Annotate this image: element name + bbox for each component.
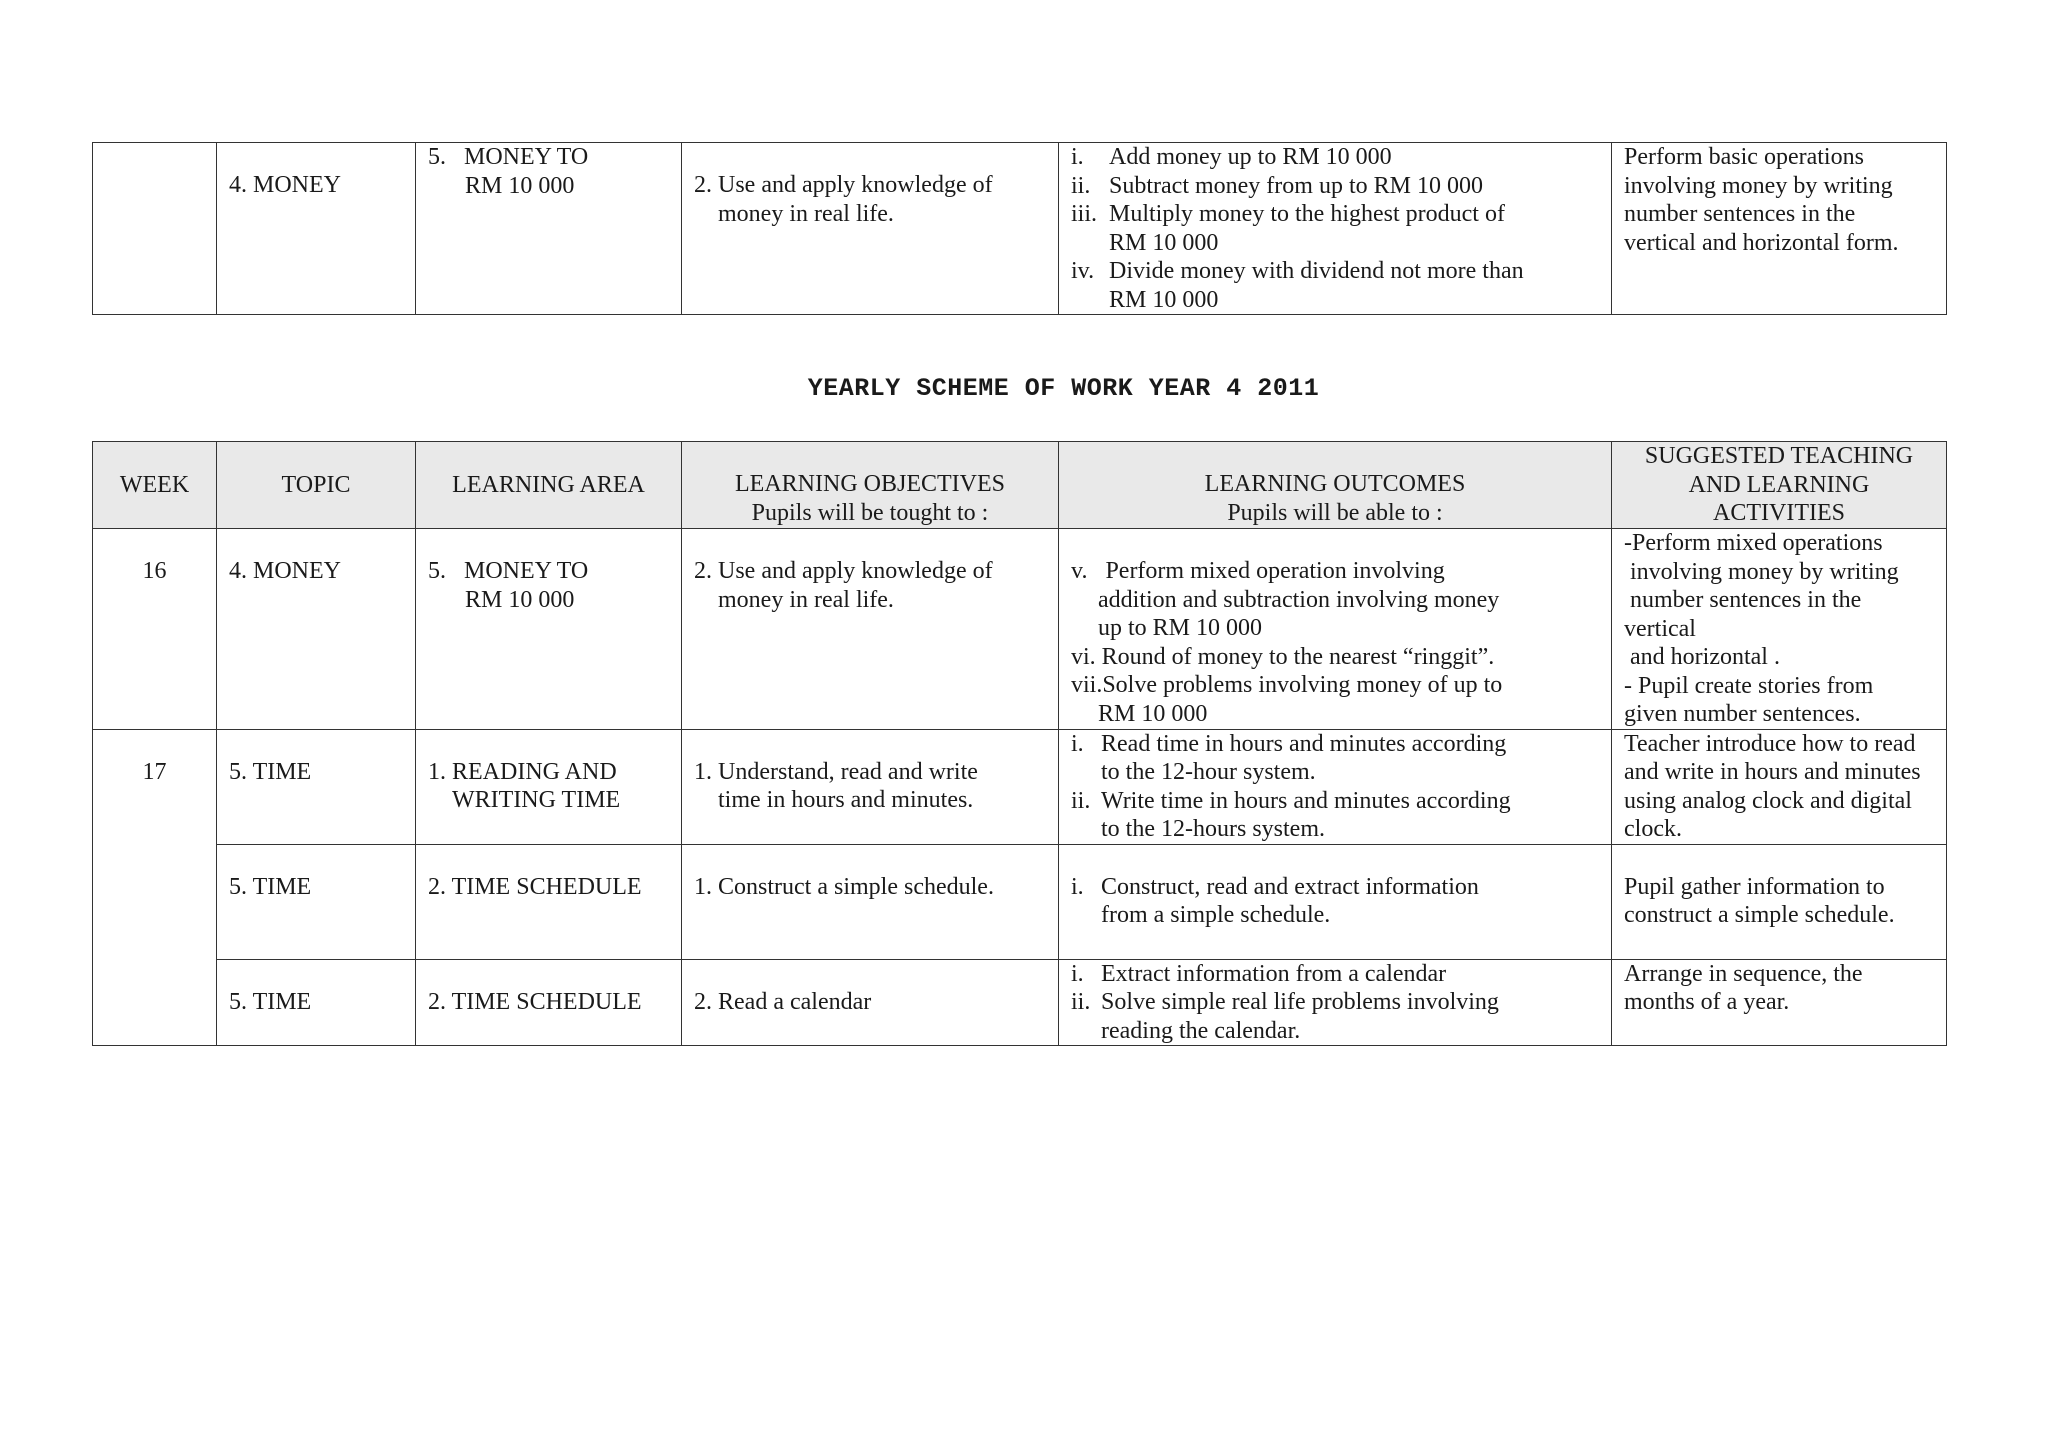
objective-line: money in real life. [718, 586, 894, 613]
learning-area-cell [416, 529, 682, 730]
list-item [1071, 730, 1611, 759]
item-number: i. [1071, 144, 1084, 170]
week-cell [93, 143, 217, 315]
activities-cell [1612, 844, 1947, 959]
activity-line: vertical and horizontal form. [1624, 229, 1899, 256]
activity-line: and horizontal . [1624, 644, 1780, 670]
area-text: 2. TIME SCHEDULE [428, 988, 642, 1015]
header-row [93, 442, 1947, 529]
learning-area-cell [416, 729, 682, 844]
table-row [93, 959, 1947, 1046]
activities-cell [1612, 529, 1947, 730]
activity-line: months of a year. [1624, 989, 1790, 1015]
area-text: 2. TIME SCHEDULE [428, 873, 642, 900]
item-number: iv. [1071, 258, 1095, 284]
objective-cell [682, 729, 1059, 844]
header-line: ACTIVITIES [1713, 500, 1845, 526]
objective-cell [682, 143, 1059, 315]
item-number [1071, 758, 1101, 787]
objective-cell [682, 529, 1059, 730]
table-row [93, 529, 1947, 730]
header-topic: TOPIC [217, 442, 416, 529]
list-item [1071, 286, 1611, 315]
page-title: YEARLY SCHEME OF WORK YEAR 4 2011 [807, 374, 1320, 403]
item-number [1071, 815, 1101, 844]
learning-area-cell [416, 959, 682, 1046]
list-item [1071, 257, 1611, 286]
activity-line: - Pupil create stories from [1624, 672, 1874, 699]
objective-line: 2. Use and apply knowledge of [694, 558, 993, 584]
list-item [1071, 960, 1611, 989]
list-item [1071, 143, 1611, 172]
item-number: ii. [1071, 989, 1091, 1015]
continuation-table [92, 142, 1947, 315]
topic-cell [217, 959, 416, 1046]
outcomes-cell [1059, 143, 1612, 315]
week-cell [93, 529, 217, 730]
activity-line: number sentences in the [1624, 201, 1856, 227]
table-row [93, 729, 1947, 844]
list-item [1071, 229, 1611, 258]
outcome-line: up to RM 10 000 [1098, 615, 1263, 641]
week-number: 17 [142, 758, 167, 785]
learning-area-cell [416, 844, 682, 959]
header-outcomes [1059, 442, 1612, 529]
list-item [1071, 1017, 1611, 1046]
item-number: i. [1071, 960, 1084, 987]
objective-cell [682, 959, 1059, 1046]
activity-line: Arrange in sequence, the [1624, 960, 1863, 987]
topic-text: 4. MONEY [229, 172, 341, 198]
outcome-line: RM 10 000 [1098, 700, 1208, 727]
activities-cell [1612, 143, 1947, 315]
item-number: ii. [1071, 172, 1091, 199]
header-title: LEARNING OBJECTIVES [735, 471, 1005, 497]
header-objectives [682, 442, 1059, 529]
activity-line: construct a simple schedule. [1624, 902, 1895, 928]
item-text: Extract information from a calendar [1101, 960, 1447, 987]
week-number: 16 [142, 558, 167, 584]
table-row [93, 844, 1947, 959]
header-subtitle: Pupils will be able to : [1227, 499, 1443, 526]
activity-line: number sentences in the [1624, 587, 1862, 613]
header-title: LEARNING OUTCOMES [1204, 471, 1466, 497]
area-line: RM 10 000 [465, 586, 575, 613]
title-area [0, 374, 2048, 403]
activity-line: involving money by writing [1624, 172, 1893, 199]
scheme-table [92, 441, 1947, 1046]
objective-line: time in hours and minutes. [718, 787, 974, 813]
topic-text: 5. TIME [229, 988, 312, 1015]
list-item [1071, 787, 1611, 816]
topic-cell [217, 529, 416, 730]
item-text: Read time in hours and minutes according [1101, 730, 1507, 757]
objective-line: 1. Understand, read and write [694, 758, 978, 785]
objective-line: money in real life. [718, 200, 894, 227]
outcome-line: vi. Round of money to the nearest “ringgit”. [1071, 643, 1495, 670]
outcomes-cell [1059, 729, 1612, 844]
activity-line: Perform basic operations [1624, 144, 1864, 170]
week-cell [93, 729, 217, 1046]
activity-line: -Perform mixed operations [1624, 530, 1883, 556]
outcomes-cell [1059, 844, 1612, 959]
activity-line: using analog clock and digital [1624, 787, 1912, 814]
area-line: WRITING TIME [452, 787, 621, 813]
area-line: RM 10 000 [465, 172, 575, 199]
activity-line: given number sentences. [1624, 701, 1861, 727]
topic-cell [217, 729, 416, 844]
list-item [1071, 758, 1611, 787]
activity-line: clock. [1624, 816, 1682, 842]
list-item [1071, 988, 1611, 1017]
outcome-line: v. Perform mixed operation involving [1071, 558, 1445, 584]
header-line: SUGGESTED TEACHING [1644, 443, 1914, 469]
activity-line: Teacher introduce how to read [1624, 730, 1916, 757]
outcome-line: vii.Solve problems involving money of up to [1071, 672, 1503, 698]
activity-line: vertical [1624, 615, 1696, 642]
list-item [1071, 200, 1611, 229]
topic-cell [217, 143, 416, 315]
activities-cell [1612, 959, 1947, 1046]
item-number: iii. [1071, 201, 1098, 227]
list-item [1071, 873, 1611, 902]
item-text: reading the calendar. [1101, 1017, 1301, 1044]
outcome-line: addition and subtraction involving money [1098, 586, 1500, 613]
table-row [93, 143, 1947, 315]
item-text: to the 12-hour system. [1101, 759, 1316, 785]
item-text: Multiply money to the highest product of [1109, 201, 1505, 227]
item-number [1071, 1017, 1101, 1046]
item-text: Solve simple real life problems involving [1101, 989, 1499, 1015]
topic-cell [217, 844, 416, 959]
area-line: 5. MONEY TO [428, 144, 589, 170]
item-number: i. [1071, 873, 1084, 900]
area-line: 5. MONEY TO [428, 558, 589, 584]
area-line: 1. READING AND [428, 758, 617, 785]
item-text: Construct, read and extract information [1101, 873, 1479, 900]
item-text: Subtract money from up to RM 10 000 [1109, 172, 1483, 199]
objective-line: 2. Use and apply knowledge of [694, 172, 993, 198]
item-number [1071, 286, 1109, 315]
item-text: from a simple schedule. [1101, 902, 1331, 928]
header-activities [1612, 442, 1947, 529]
item-number: i. [1071, 730, 1084, 757]
header-subtitle: Pupils will be tought to : [751, 499, 989, 526]
item-number [1071, 901, 1101, 930]
list-item [1071, 172, 1611, 201]
learning-area-cell [416, 143, 682, 315]
outcomes-cell [1059, 529, 1612, 730]
header-week: WEEK [93, 442, 217, 529]
objective-cell [682, 844, 1059, 959]
item-text: to the 12-hours system. [1101, 816, 1325, 842]
item-text: Write time in hours and minutes according [1101, 787, 1511, 814]
activity-line: and write in hours and minutes [1624, 759, 1921, 785]
topic-text: 5. TIME [229, 873, 312, 900]
item-text: Divide money with dividend not more than [1109, 258, 1524, 284]
item-number [1071, 229, 1109, 258]
activity-line: involving money by writing [1624, 558, 1899, 585]
topic-text: 4. MONEY [229, 558, 341, 584]
activity-line: Pupil gather information to [1624, 873, 1885, 900]
list-item [1071, 815, 1611, 844]
objective-text: 2. Read a calendar [694, 988, 872, 1015]
topic-text: 5. TIME [229, 758, 312, 785]
header-learning-area: LEARNING AREA [416, 442, 682, 529]
item-number: ii. [1071, 787, 1091, 814]
objective-text: 1. Construct a simple schedule. [694, 873, 994, 900]
outcomes-cell [1059, 959, 1612, 1046]
item-text: RM 10 000 [1109, 229, 1219, 256]
item-text: Add money up to RM 10 000 [1109, 144, 1392, 170]
activities-cell [1612, 729, 1947, 844]
list-item [1071, 901, 1611, 930]
item-text: RM 10 000 [1109, 286, 1219, 313]
header-line: AND LEARNING [1688, 471, 1870, 498]
